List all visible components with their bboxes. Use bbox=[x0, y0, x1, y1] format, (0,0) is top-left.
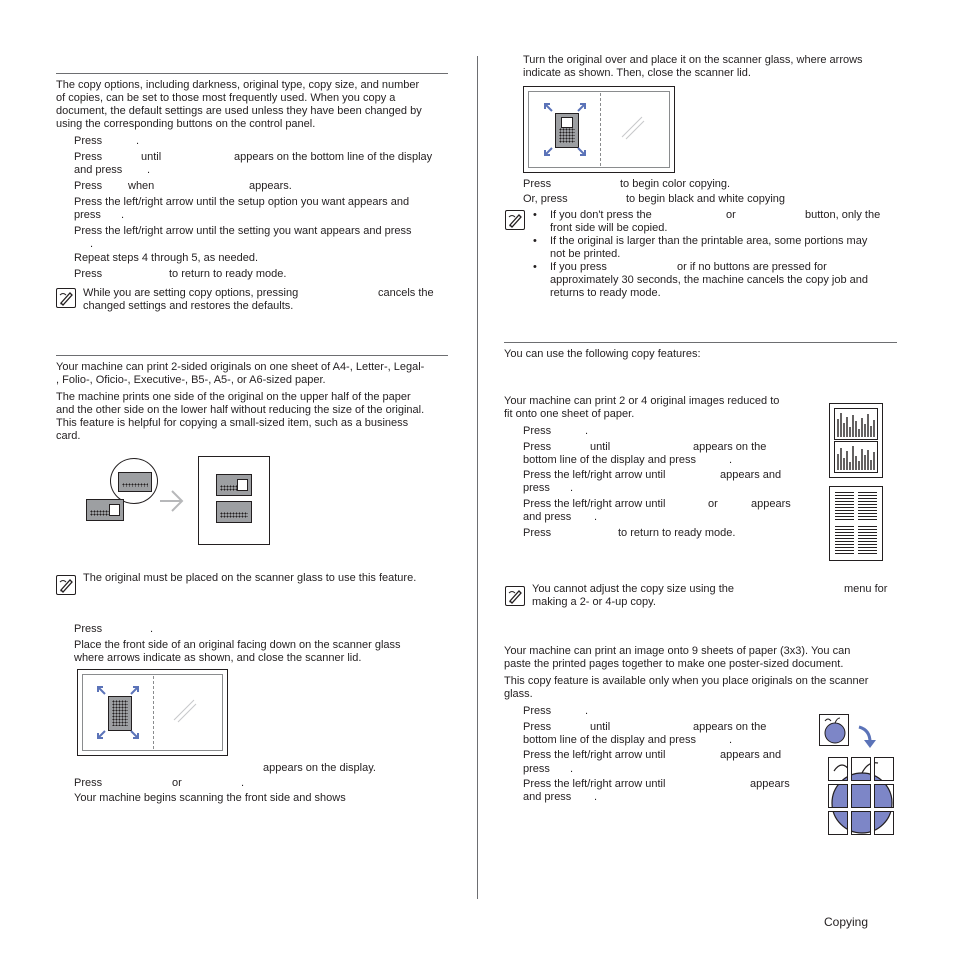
step-text: . bbox=[729, 454, 733, 466]
arrow-icon bbox=[96, 730, 106, 740]
step-text: press bbox=[523, 763, 550, 775]
arrow-icon bbox=[96, 685, 106, 695]
step-text: appears and bbox=[720, 749, 782, 761]
note-icon bbox=[505, 586, 525, 606]
step-text: . bbox=[150, 623, 154, 635]
paragraph-line: , Folio-, Oficio-, Executive-, B5-, A5-, or A6-sized paper. bbox=[56, 374, 326, 386]
step-text: appears and bbox=[720, 469, 782, 481]
bullet-text: or bbox=[726, 209, 736, 221]
arrow-icon bbox=[130, 685, 140, 695]
section-rule-id-copy bbox=[56, 355, 448, 356]
arrow-icon bbox=[577, 102, 587, 112]
step-text: Press the left/right arrow until bbox=[523, 469, 666, 481]
note-text: menu for bbox=[844, 583, 888, 595]
bullet-text: button, only the bbox=[805, 209, 881, 221]
note-icon bbox=[505, 210, 525, 230]
step-text: Press bbox=[523, 178, 552, 190]
step-text: Press bbox=[74, 180, 103, 192]
step-text: to begin color copying. bbox=[620, 178, 731, 190]
step-text: press bbox=[74, 209, 101, 221]
output-card-top bbox=[216, 474, 252, 496]
step-text: press bbox=[523, 482, 550, 494]
step-text: until bbox=[141, 151, 162, 163]
bullet-text: not be printed. bbox=[550, 248, 621, 260]
step-text: Place the front side of an original facing down on the scanner glass bbox=[74, 639, 401, 651]
paragraph-line: You can use the following copy features: bbox=[504, 348, 701, 360]
bullet-text: or if no buttons are pressed for bbox=[677, 261, 827, 273]
step-text: appears on the bbox=[693, 721, 767, 733]
paragraph-line: Your machine can print 2 or 4 original images reduced to bbox=[504, 395, 780, 407]
step-text: . bbox=[594, 511, 598, 523]
paragraph-line: The copy options, including darkness, original type, copy size, and number bbox=[56, 79, 420, 91]
four-up-thumbnail bbox=[829, 486, 883, 561]
bullet-text: front side will be copied. bbox=[550, 222, 668, 234]
paragraph-line: This copy feature is available only when you place originals on the scanner bbox=[504, 675, 869, 687]
step-text: . bbox=[570, 763, 574, 775]
step-text: bottom line of the display and press bbox=[523, 734, 697, 746]
step-text: until bbox=[590, 721, 611, 733]
right-arrow-icon bbox=[158, 488, 186, 514]
bullet-text: returns to ready mode. bbox=[550, 287, 661, 299]
step-text: when bbox=[128, 180, 155, 192]
step-text: Press bbox=[523, 425, 552, 437]
section-rule-copy-defaults bbox=[56, 73, 448, 74]
paragraph-line: paste the printed pages together to make one poster-sized document. bbox=[504, 658, 844, 670]
paragraph-line: Turn the original over and place it on the scanner glass, where arrows bbox=[523, 54, 863, 66]
step-text: Your machine begins scanning the front side and shows bbox=[74, 792, 346, 804]
step-text: . bbox=[241, 777, 245, 789]
note-text: You cannot adjust the copy size using the bbox=[532, 583, 735, 595]
step-text: appears on the bbox=[693, 441, 767, 453]
output-card-bottom bbox=[216, 501, 252, 523]
step-text: appears. bbox=[249, 180, 292, 192]
step-text: and press bbox=[74, 164, 123, 176]
paragraph-line: fit onto one sheet of paper. bbox=[504, 408, 635, 420]
note-text: While you are setting copy options, pressing bbox=[83, 287, 299, 299]
note-icon bbox=[56, 575, 76, 595]
step-text: . bbox=[585, 425, 589, 437]
section-rule-special-features bbox=[504, 342, 897, 343]
paragraph-line: indicate as shown. Then, close the scanner lid. bbox=[523, 67, 751, 79]
paragraph-line: The machine prints one side of the original on the upper half of the paper bbox=[56, 391, 411, 403]
step-text: Press bbox=[74, 623, 103, 635]
step-text: Press the left/right arrow until the setting you want appears and press bbox=[74, 225, 412, 237]
step-text: Press bbox=[523, 441, 552, 453]
curved-arrow-icon bbox=[856, 724, 880, 750]
arrow-icon bbox=[543, 147, 553, 157]
step-text: . bbox=[136, 135, 140, 147]
bullet-icon: • bbox=[533, 261, 537, 273]
paragraph-line: of copies, can be set to those most frequently used. When you copy a bbox=[56, 92, 396, 104]
step-text: where arrows indicate as shown, and close the scanner lid. bbox=[74, 652, 362, 664]
step-text: and press bbox=[523, 791, 572, 803]
step-text: Or, press bbox=[523, 193, 568, 205]
step-text: Press bbox=[523, 705, 552, 717]
step-text: Press bbox=[74, 151, 103, 163]
step-text: appears on the bottom line of the display bbox=[234, 151, 433, 163]
step-text: Press the left/right arrow until the setup option you want appears and bbox=[74, 196, 410, 208]
step-text: appears bbox=[751, 498, 791, 510]
step-text: . bbox=[121, 209, 125, 221]
step-text: Press bbox=[523, 721, 552, 733]
note-text: making a 2- or 4-up copy. bbox=[532, 596, 656, 608]
step-text: Press bbox=[523, 527, 552, 539]
arrow-icon bbox=[543, 102, 553, 112]
paragraph-line: and the other side on the lower half without reducing the size of the original. bbox=[56, 404, 425, 416]
original-document bbox=[555, 113, 579, 148]
bullet-text: If you press bbox=[550, 261, 607, 273]
arrow-icon bbox=[130, 730, 140, 740]
step-text: . bbox=[570, 482, 574, 494]
two-up-thumbnail bbox=[829, 403, 883, 478]
bullet-text: If you don't press the bbox=[550, 209, 652, 221]
step-text: and press bbox=[523, 511, 572, 523]
paragraph-line: This feature is helpful for copying a small-sized item, such as a business bbox=[56, 417, 409, 429]
step-text: . bbox=[585, 705, 589, 717]
glass-shine-icon bbox=[172, 698, 198, 724]
step-text: to return to ready mode. bbox=[169, 268, 287, 280]
paragraph-line: glass. bbox=[504, 688, 533, 700]
scanner-glass-illustration bbox=[523, 86, 675, 173]
step-text: to return to ready mode. bbox=[618, 527, 736, 539]
step-text: Press the left/right arrow until bbox=[523, 778, 666, 790]
note-text: changed settings and restores the defaults. bbox=[83, 300, 294, 312]
step-text: bottom line of the display and press bbox=[523, 454, 697, 466]
step-text: Press the left/right arrow until bbox=[523, 749, 666, 761]
step-text: . bbox=[90, 238, 94, 250]
step-text: until bbox=[590, 441, 611, 453]
paragraph-line: Your machine can print an image onto 9 sheets of paper (3x3). You can bbox=[504, 645, 851, 657]
step-text: or bbox=[172, 777, 182, 789]
column-divider bbox=[477, 56, 478, 899]
card-back bbox=[118, 472, 152, 492]
glass-shine-icon bbox=[620, 115, 646, 141]
step-text: . bbox=[594, 791, 598, 803]
small-original bbox=[819, 714, 849, 746]
step-text: appears on the display. bbox=[263, 762, 376, 774]
step-text: Press the left/right arrow until bbox=[523, 498, 666, 510]
footer-chapter-label: Copying bbox=[824, 915, 869, 929]
bullet-icon: • bbox=[533, 209, 537, 221]
card-front bbox=[86, 499, 124, 521]
step-text: appears bbox=[750, 778, 790, 790]
step-text: to begin black and white copying bbox=[626, 193, 785, 205]
step-text: Press bbox=[74, 268, 103, 280]
bullet-text: If the original is larger than the printable area, some portions may bbox=[550, 235, 868, 247]
original-document bbox=[108, 696, 132, 731]
bullet-icon: • bbox=[533, 235, 537, 247]
note-text: cancels the bbox=[378, 287, 434, 299]
step-text: Repeat steps 4 through 5, as needed. bbox=[74, 252, 259, 264]
paragraph-line: document, the default settings are used unless they have been changed by bbox=[56, 105, 422, 117]
bullet-text: approximately 30 seconds, the machine cancels the copy job and bbox=[550, 274, 868, 286]
step-text: Press bbox=[74, 777, 103, 789]
step-text: . bbox=[147, 164, 151, 176]
note-icon bbox=[56, 288, 76, 308]
arrow-icon bbox=[577, 147, 587, 157]
scanner-glass-illustration bbox=[77, 669, 228, 756]
poster-grid bbox=[828, 757, 894, 835]
step-text: or bbox=[708, 498, 718, 510]
step-text: . bbox=[729, 734, 733, 746]
paragraph-line: using the corresponding buttons on the control panel. bbox=[56, 118, 316, 130]
step-text: Press bbox=[74, 135, 103, 147]
paragraph-line: Your machine can print 2-sided originals on one sheet of A4-, Letter-, Legal- bbox=[56, 361, 425, 373]
paragraph-line: card. bbox=[56, 430, 81, 442]
note-text: The original must be placed on the scanner glass to use this feature. bbox=[83, 572, 417, 584]
